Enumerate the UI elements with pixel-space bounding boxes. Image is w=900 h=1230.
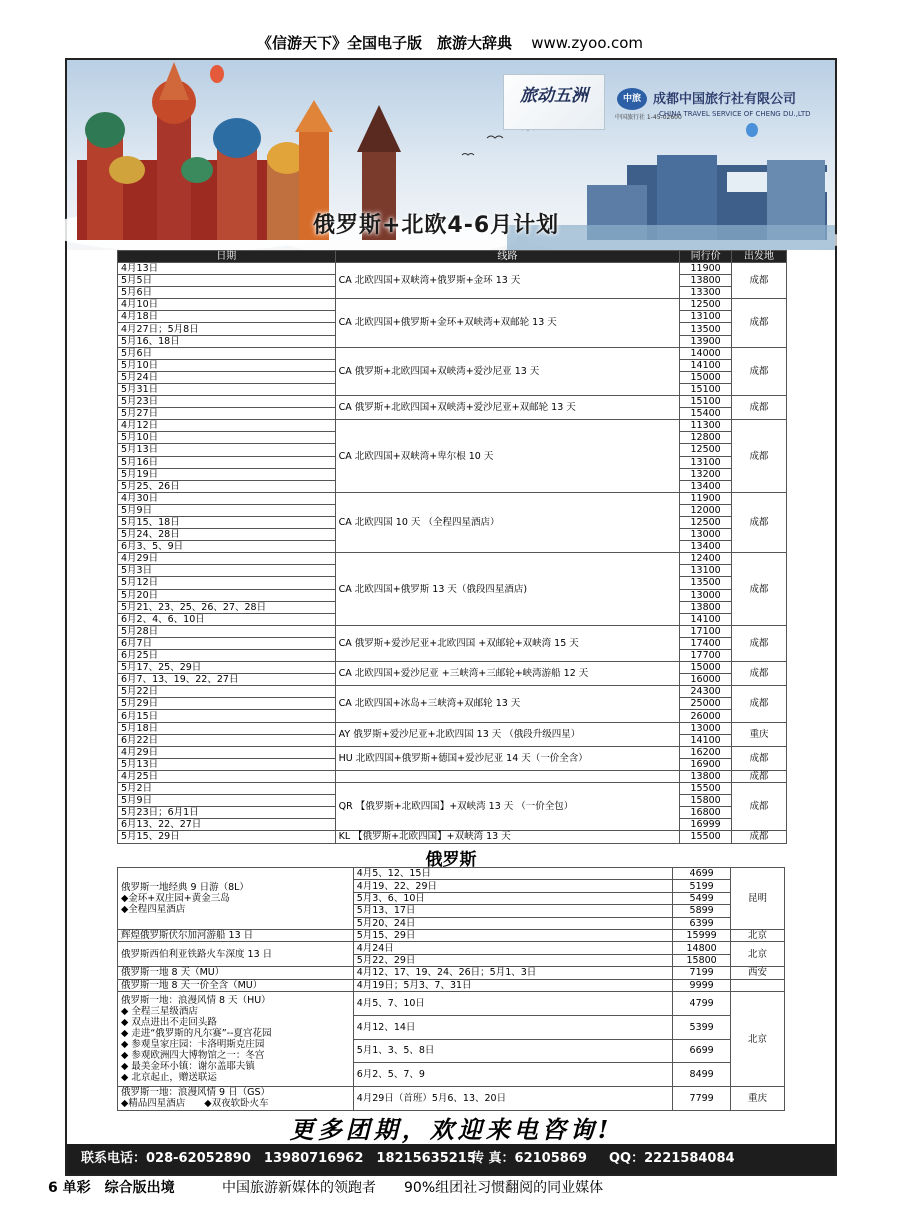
europe-schedule-table (117, 250, 787, 844)
russia-date: 5月22、29日 (353, 954, 672, 966)
row-date: 6月3、5、9日 (118, 541, 336, 553)
row-date: 4月12日 (118, 420, 336, 432)
route-line: ◆ 双点进出不走回头路 (121, 1017, 217, 1028)
row-date: 5月10日 (118, 359, 336, 371)
table-row (118, 396, 787, 408)
row-price: 13100 (680, 565, 732, 577)
russia-route (118, 868, 354, 930)
row-date: 5月20日 (118, 589, 336, 601)
row-route: CA 北欧四国+俄罗斯 13 天（俄段四星酒店) (335, 553, 680, 626)
russia-price: 7199 (673, 967, 731, 979)
header-departure: 出发地 (732, 251, 787, 263)
russia-date: 4月19、22、29日 (353, 880, 672, 892)
row-date: 4月27日；5月8日 (118, 323, 336, 335)
row-date: 5月17、25、29日 (118, 662, 336, 674)
row-date: 5月21、23、25、26、27、28日 (118, 601, 336, 613)
row-price: 15000 (680, 371, 732, 383)
row-price: 13100 (680, 311, 732, 323)
russia-date: 5月20、24日 (353, 917, 672, 929)
row-price: 17100 (680, 625, 732, 637)
russia-price: 5399 (673, 1015, 731, 1039)
magazine-title: 《信游天下》全国电子版 旅游大辞典 (256, 34, 512, 52)
row-price: 16900 (680, 758, 732, 770)
russia-date: 5月1、3、5、8日 (353, 1039, 672, 1063)
russia-route (118, 967, 354, 979)
russia-departure (731, 979, 785, 991)
row-price: 16999 (680, 819, 732, 831)
row-date: 5月13日 (118, 444, 336, 456)
row-departure: 成都 (732, 783, 787, 831)
row-date: 5月15、18日 (118, 516, 336, 528)
route-line: ◆ 北京起止，赠送联运 (121, 1072, 217, 1083)
row-route: CA 北欧四国+冰岛+三峡湾+双邮轮 13 天 (335, 686, 680, 722)
russia-price: 15999 (673, 929, 731, 941)
row-price: 13800 (680, 770, 732, 782)
row-date: 5月9日 (118, 504, 336, 516)
route-line: 俄罗斯一地 8 天（MU） (121, 967, 225, 979)
route-line: ◆ 参观皇家庄园：卡洛明斯克庄园 (121, 1039, 265, 1050)
row-date: 4月10日 (118, 299, 336, 311)
table-row (118, 686, 787, 698)
table-row (118, 979, 785, 991)
row-route: KL 【俄罗斯+北欧四国】+双峡湾 13 天 (335, 831, 680, 843)
row-date: 5月12日 (118, 577, 336, 589)
row-date: 5月5日 (118, 275, 336, 287)
russia-price: 6399 (673, 917, 731, 929)
row-price: 15100 (680, 383, 732, 395)
row-route: CA 北欧四国 10 天 （全程四星酒店） (335, 492, 680, 552)
table-row (118, 492, 787, 504)
row-date: 5月24、28日 (118, 529, 336, 541)
row-departure: 成都 (732, 492, 787, 552)
row-price: 15800 (680, 795, 732, 807)
row-price: 14100 (680, 613, 732, 625)
row-departure: 成都 (732, 625, 787, 661)
row-date: 5月18日 (118, 722, 336, 734)
row-price: 16000 (680, 674, 732, 686)
russia-price: 8499 (673, 1063, 731, 1087)
row-date: 5月2日 (118, 783, 336, 795)
banner (67, 60, 835, 250)
row-date: 5月25、26日 (118, 480, 336, 492)
row-date: 5月24日 (118, 371, 336, 383)
route-line: ◆金环+双庄园+黄金三岛 (121, 892, 230, 904)
russia-departure: 重庆 (731, 1087, 785, 1111)
row-date: 4月30日 (118, 492, 336, 504)
page-number-section: 6 单彩 综合版出境 (48, 1180, 175, 1196)
row-price: 12000 (680, 504, 732, 516)
russia-departure: 北京 (731, 929, 785, 941)
row-route: QR 【俄罗斯+北欧四国】+双峡湾 13 天 （一价全包） (335, 783, 680, 831)
russia-route (118, 1087, 354, 1111)
table-row (118, 967, 785, 979)
russia-date: 4月12、14日 (353, 1015, 672, 1039)
russia-departure: 昆明 (731, 868, 785, 930)
route-line: ◆ 最美金环小镇：谢尔盖耶夫镇 (121, 1061, 255, 1072)
row-price: 11900 (680, 263, 732, 275)
row-price: 17700 (680, 650, 732, 662)
brand-logo (503, 74, 605, 130)
header-price: 同行价 (680, 251, 732, 263)
route-line: ◆精品四星酒店 ◆双夜软卧火车 (121, 1098, 269, 1110)
row-departure: 成都 (732, 553, 787, 626)
row-departure: 成都 (732, 662, 787, 686)
russia-route (118, 942, 354, 967)
row-date: 5月6日 (118, 347, 336, 359)
row-date: 6月15日 (118, 710, 336, 722)
russia-price: 14800 (673, 942, 731, 954)
route-line: ◆全程四星酒店 (121, 903, 186, 915)
website-url[interactable]: www.zyoo.com (531, 34, 644, 52)
row-date: 4月29日 (118, 553, 336, 565)
russia-date: 4月5、12、15日 (353, 868, 672, 880)
russia-price: 5499 (673, 892, 731, 904)
row-departure: 成都 (732, 263, 787, 299)
russia-price: 9999 (673, 979, 731, 991)
row-date: 5月31日 (118, 383, 336, 395)
cts-emblem-icon: 中旅 (617, 88, 647, 110)
row-route: CA 俄罗斯+北欧四国+双峡湾+爱沙尼亚 13 天 (335, 347, 680, 395)
russia-price: 6699 (673, 1039, 731, 1063)
row-price: 13000 (680, 722, 732, 734)
table-row (118, 263, 787, 275)
russia-schedule-body (118, 868, 785, 1111)
row-price: 13100 (680, 456, 732, 468)
russia-route (118, 979, 354, 991)
header-date: 日期 (118, 251, 336, 263)
row-price: 13800 (680, 275, 732, 287)
contact-qq[interactable]: QQ：2221584084 2314168520 (609, 1151, 748, 1196)
row-price: 15000 (680, 662, 732, 674)
row-route (335, 770, 680, 782)
row-price: 17400 (680, 637, 732, 649)
route-line: 俄罗斯一地：浪漫风情 9 日（GS） (121, 1087, 270, 1099)
row-price: 14000 (680, 347, 732, 359)
row-price: 12500 (680, 444, 732, 456)
row-price: 13400 (680, 541, 732, 553)
row-price: 15400 (680, 408, 732, 420)
russia-departure: 北京 (731, 942, 785, 967)
row-date: 5月23日 (118, 396, 336, 408)
route-line: ◆ 走进“俄罗斯的凡尔赛”--夏宫花园 (121, 1028, 272, 1039)
row-date: 5月28日 (118, 625, 336, 637)
row-date: 5月9日 (118, 795, 336, 807)
row-date: 6月25日 (118, 650, 336, 662)
row-departure: 成都 (732, 299, 787, 347)
route-line: 俄罗斯一地 8 天一价全含（MU） (121, 979, 263, 991)
row-route: CA 北欧四国+爱沙尼亚 +三峡湾+三邮轮+峡湾游船 12 天 (335, 662, 680, 686)
row-date: 5月29日 (118, 698, 336, 710)
row-price: 15500 (680, 783, 732, 795)
russia-date: 4月19日；5月3、7、31日 (353, 979, 672, 991)
russia-price: 5199 (673, 880, 731, 892)
row-price: 15100 (680, 396, 732, 408)
logo-text: 旅动五洲 (520, 86, 588, 106)
row-price: 26000 (680, 710, 732, 722)
table-row (118, 942, 785, 954)
row-date: 5月10日 (118, 432, 336, 444)
row-date: 6月7、13、19、22、27日 (118, 674, 336, 686)
row-date: 4月13日 (118, 263, 336, 275)
row-date: 6月7日 (118, 637, 336, 649)
table-row (118, 991, 785, 1015)
russia-price: 5899 (673, 905, 731, 917)
russia-date: 4月5、7、10日 (353, 991, 672, 1015)
row-price: 12500 (680, 299, 732, 311)
contact-fax: 传 真：62105869 (471, 1151, 587, 1166)
row-route: HU 北欧四国+俄罗斯+德国+爱沙尼亚 14 天（一价全含） (335, 746, 680, 770)
row-date: 5月23日；6月1日 (118, 807, 336, 819)
russia-date: 5月15、29日 (353, 929, 672, 941)
row-date: 6月2、4、6、10日 (118, 613, 336, 625)
russia-route (118, 929, 354, 941)
row-route: CA 北欧四国+俄罗斯+金环+双峡湾+双邮轮 13 天 (335, 299, 680, 347)
route-line: 俄罗斯一地经典 9 日游（8L） (121, 881, 249, 893)
table-row (118, 553, 787, 565)
row-route: CA 俄罗斯+爱沙尼亚+北欧四国 +双邮轮+双峡湾 15 天 (335, 625, 680, 661)
russia-date: 5月3、6、10日 (353, 892, 672, 904)
russia-price: 7799 (673, 1087, 731, 1111)
row-date: 5月3日 (118, 565, 336, 577)
table-row (118, 347, 787, 359)
row-date: 5月13日 (118, 758, 336, 770)
europe-schedule-body (118, 263, 787, 844)
footer-slogan: 中国旅游新媒体的领跑者 90%组团社习惯翻阅的同业媒体 (222, 1180, 604, 1196)
row-date: 4月29日 (118, 746, 336, 758)
row-date: 5月6日 (118, 287, 336, 299)
table-row (118, 625, 787, 637)
banner-title: 俄罗斯+北欧4-6月计划 (313, 213, 560, 238)
table-row (118, 929, 785, 941)
row-price: 13300 (680, 287, 732, 299)
russia-departure: 北京 (731, 991, 785, 1086)
row-price: 13800 (680, 601, 732, 613)
row-route: CA 北欧四国+双峡湾+卑尔根 10 天 (335, 420, 680, 493)
table-row (118, 831, 787, 843)
table-row (118, 868, 785, 880)
route-line: ◆ 参观欧洲四大博物馆之一：冬宫 (121, 1050, 265, 1061)
cts-small-text: 中国旅行社 1-45-02600 (615, 114, 682, 121)
route-line: 辉煌俄罗斯伏尔加河游船 13 日 (121, 930, 254, 942)
russia-departure: 西安 (731, 967, 785, 979)
row-price: 14100 (680, 359, 732, 371)
row-price: 13900 (680, 335, 732, 347)
row-price: 12800 (680, 432, 732, 444)
russia-price: 4699 (673, 868, 731, 880)
row-departure: 成都 (732, 746, 787, 770)
row-price: 11300 (680, 420, 732, 432)
contact-phones[interactable]: 联系电话：028-62052890 13980716962 18215635215 (81, 1151, 476, 1166)
row-departure: 成都 (732, 396, 787, 420)
row-departure: 重庆 (732, 722, 787, 746)
row-departure: 成都 (732, 686, 787, 722)
russia-route (118, 991, 354, 1086)
route-line: 俄罗斯一地：浪漫风情 8 天（HU） (121, 995, 271, 1006)
page-footer (0, 1175, 900, 1197)
table-row (118, 746, 787, 758)
russia-date: 5月13、17日 (353, 905, 672, 917)
row-price: 16800 (680, 807, 732, 819)
row-date: 4月25日 (118, 770, 336, 782)
row-price: 13200 (680, 468, 732, 480)
row-price: 24300 (680, 686, 732, 698)
row-route: CA 俄罗斯+北欧四国+双峡湾+爱沙尼亚+双邮轮 13 天 (335, 396, 680, 420)
table-row (118, 722, 787, 734)
table-row (118, 783, 787, 795)
row-date: 5月19日 (118, 468, 336, 480)
row-date: 4月18日 (118, 311, 336, 323)
table-header-row (118, 251, 787, 263)
page-header (0, 32, 900, 53)
russia-price: 15800 (673, 954, 731, 966)
row-price: 12500 (680, 516, 732, 528)
row-departure: 成都 (732, 420, 787, 493)
row-departure: 成都 (732, 831, 787, 843)
row-route: CA 北欧四国+双峡湾+俄罗斯+金环 13 天 (335, 263, 680, 299)
company-name-en: CHINA TRAVEL SERVICE OF CHENG DU.,LTD (659, 110, 811, 118)
row-price: 13000 (680, 589, 732, 601)
russia-section-title: 俄罗斯 (425, 850, 477, 870)
table-row (118, 420, 787, 432)
row-price: 16200 (680, 746, 732, 758)
row-route: AY 俄罗斯+爱沙尼亚+北欧四国 13 天 （俄段升级四星） (335, 722, 680, 746)
table-row (118, 1087, 785, 1111)
table-row (118, 662, 787, 674)
table-row (118, 299, 787, 311)
row-price: 13000 (680, 529, 732, 541)
row-date: 5月16、18日 (118, 335, 336, 347)
russia-schedule-table (117, 867, 785, 1111)
route-line: ◆ 全程三星级酒店 (121, 1006, 198, 1017)
header-route: 线路 (335, 251, 680, 263)
row-price: 13400 (680, 480, 732, 492)
route-line: 俄罗斯西伯利亚铁路火车深度 13 日 (121, 948, 273, 960)
table-row (118, 770, 787, 782)
row-departure: 成都 (732, 770, 787, 782)
row-date: 5月27日 (118, 408, 336, 420)
row-price: 11900 (680, 492, 732, 504)
russia-date: 4月12、17、19、24、26日；5月1、3日 (353, 967, 672, 979)
row-date: 6月13、22、27日 (118, 819, 336, 831)
row-price: 13500 (680, 323, 732, 335)
russia-date: 6月2、5、7、9 (353, 1063, 672, 1087)
row-date: 5月15、29日 (118, 831, 336, 843)
row-departure: 成都 (732, 347, 787, 395)
row-price: 12400 (680, 553, 732, 565)
russia-price: 4799 (673, 991, 731, 1015)
row-date: 6月22日 (118, 734, 336, 746)
row-price: 13500 (680, 577, 732, 589)
row-price: 15500 (680, 831, 732, 843)
row-price: 14100 (680, 734, 732, 746)
call-to-action-slogan: 更多团期，欢迎来电咨询! (289, 1115, 613, 1144)
row-date: 5月16日 (118, 456, 336, 468)
row-price: 25000 (680, 698, 732, 710)
row-date: 5月22日 (118, 686, 336, 698)
russia-date: 4月24日 (353, 942, 672, 954)
russia-date: 4月29日（首班）5月6、13、20日 (353, 1087, 672, 1111)
company-name-cn: 成都中国旅行社有限公司 (653, 92, 797, 107)
